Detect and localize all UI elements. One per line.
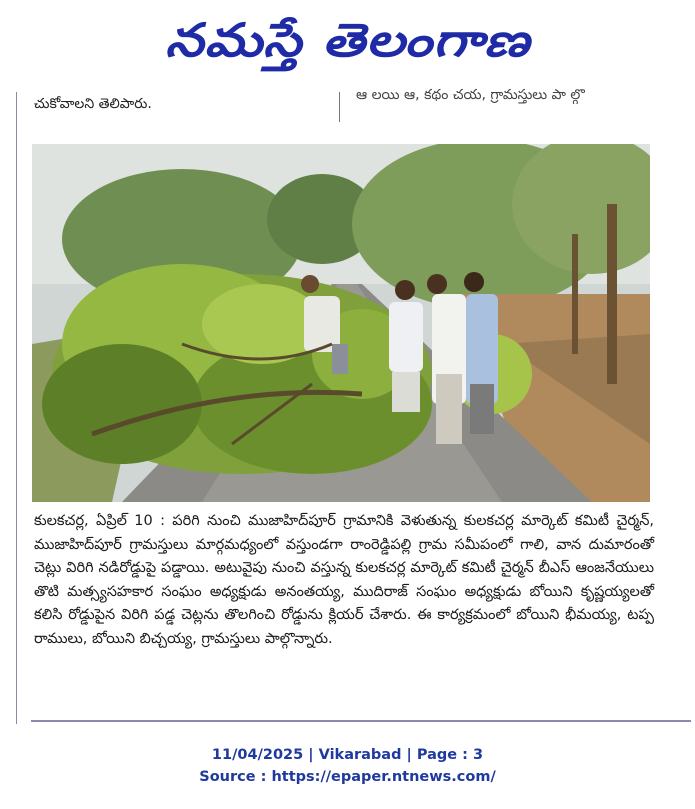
dateline: 11/04/2025 | Vikarabad | Page : 3 [211,747,484,763]
previous-article-tail-left: చుకోవాలని తెలిపారు. [34,96,152,112]
left-border-rule [16,92,17,724]
source-line: Source : https://epaper.ntnews.com/ [199,769,496,785]
previous-article-tail-right: ఆ లయి ఆ, కథం చయ, గ్రామస్తులు పా ల్గొ [356,87,585,103]
newspaper-logo: నమస్తే తెలంగాణ [164,13,531,67]
footer [0,744,695,788]
bottom-border-rule [31,720,691,722]
article-caption: కులకచర్ల, ఏప్రిల్ 10 : పరిగి నుంచి ముజాహిద్‌పూర్ గ్రామానికి వెళుతున్న కులకచర్ల మార్కెట్ కమిటీ చైర్మన్, ముజాహిద్‌పూర్ గ్రామస్తులు మార్గమధ్యంలో వస్తుండగా రాంరెడ్డిపల్లి గ్రామ సమీపంలో గాలి, వాన దుమారంతో చెట్లు విరిగి నడిరోడ్డుపై పడ్డాయి. అటువైపు నుంచి వస్తున్న కులకచర్ల మార్కెట్ కమిటీ చైర్మన్ బీఎస్ ఆంజనేయులు తొటి మత్స్యసహకార సంఘం అధ్యక్షుడు అనంతయ్య, ముదిరాజ్ సంఘం అధ్యక్షుడు బోయిని కృష్ణయ్యలతో కలిసి రోడ్డుపైన విరిగి పడ్డ చెట్లను తొలగించి రోడ్డును క్లియర్ చేశారు. ఈ కార్యక్రమంలో బోయిని భీమయ్య, టప్ప రాములు, బోయిని బిచ్చయ్య, గ్రామస్తులు పాల్గొన్నారు. [34,513,654,647]
masthead [0,0,695,92]
column-divider [339,92,340,122]
news-clipping [0,87,695,724]
news-photo-fallen-tree [32,144,650,502]
